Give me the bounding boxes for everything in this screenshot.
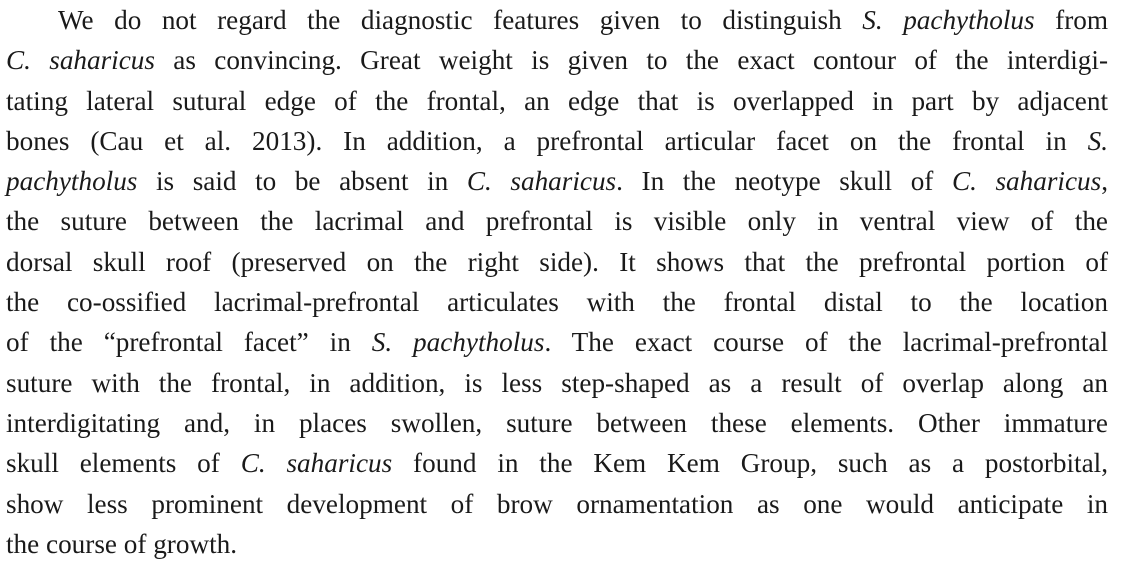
text-run: interdigitating and, in places swollen, suture between these elements. Other immature [6,407,1108,438]
text-line [6,201,1108,241]
text-line [6,0,1108,40]
text-line [6,363,1108,403]
italic-taxon-name: C. saharicus [951,166,1102,197]
italic-taxon-name: S. [1087,125,1108,156]
text-run: is said to be absent in [137,166,467,197]
text-run: found in the Kem Kem Group, such as a postorbital, [392,448,1108,479]
text-run: show less prominent development of brow ornamentation as one would anticipate in [6,488,1108,519]
text-line [6,443,1108,483]
text-run: bones (Cau et al. 2013). In addition, a prefrontal articular facet on the frontal in [6,125,1088,156]
text-line [6,322,1108,362]
text-line [6,524,1108,564]
text-run: the course of growth. [6,528,238,559]
text-line [6,40,1108,80]
text-run: suture with the frontal, in addition, is less step-shaped as a result of overlap along an [6,367,1108,398]
text-line [6,81,1108,121]
text-run: from [1034,5,1108,35]
text-run: , [1101,166,1108,197]
text-line [6,484,1108,524]
text-line [6,282,1108,322]
body-paragraph [6,0,1108,564]
text-line [6,242,1108,282]
text-run: the suture between the lacrimal and prefrontal is visible only in ventral view of the [6,206,1108,237]
italic-taxon-name: S. pachytholus [862,5,1035,35]
text-line [6,161,1108,201]
text-run: dorsal skull roof (preserved on the right side). It shows that the prefrontal portion of [6,246,1108,277]
text-run: as convincing. Great weight is given to the exact contour of the interdigi- [154,45,1108,76]
italic-taxon-name: C. saharicus [6,45,155,76]
text-line [6,121,1108,161]
text-run: . The exact course of the lacrimal-prefrontal [544,327,1108,358]
italic-taxon-name: S. pachytholus [371,327,545,358]
text-run: the co-ossified lacrimal-prefrontal articulates with the frontal distal to the location [6,287,1108,318]
text-run: skull elements of [6,448,241,479]
text-run: . In the neotype skull of [616,166,952,197]
text-run: We do not regard the diagnostic features given to distinguish [58,5,863,35]
italic-taxon-name: pachytholus [6,166,138,197]
text-line [6,403,1108,443]
italic-taxon-name: C. saharicus [240,448,393,479]
italic-taxon-name: C. saharicus [466,166,617,197]
text-run: of the “prefrontal facet” in [6,327,372,358]
text-run: tating lateral sutural edge of the frontal, an edge that is overlapped in part by adjacent [6,85,1108,116]
